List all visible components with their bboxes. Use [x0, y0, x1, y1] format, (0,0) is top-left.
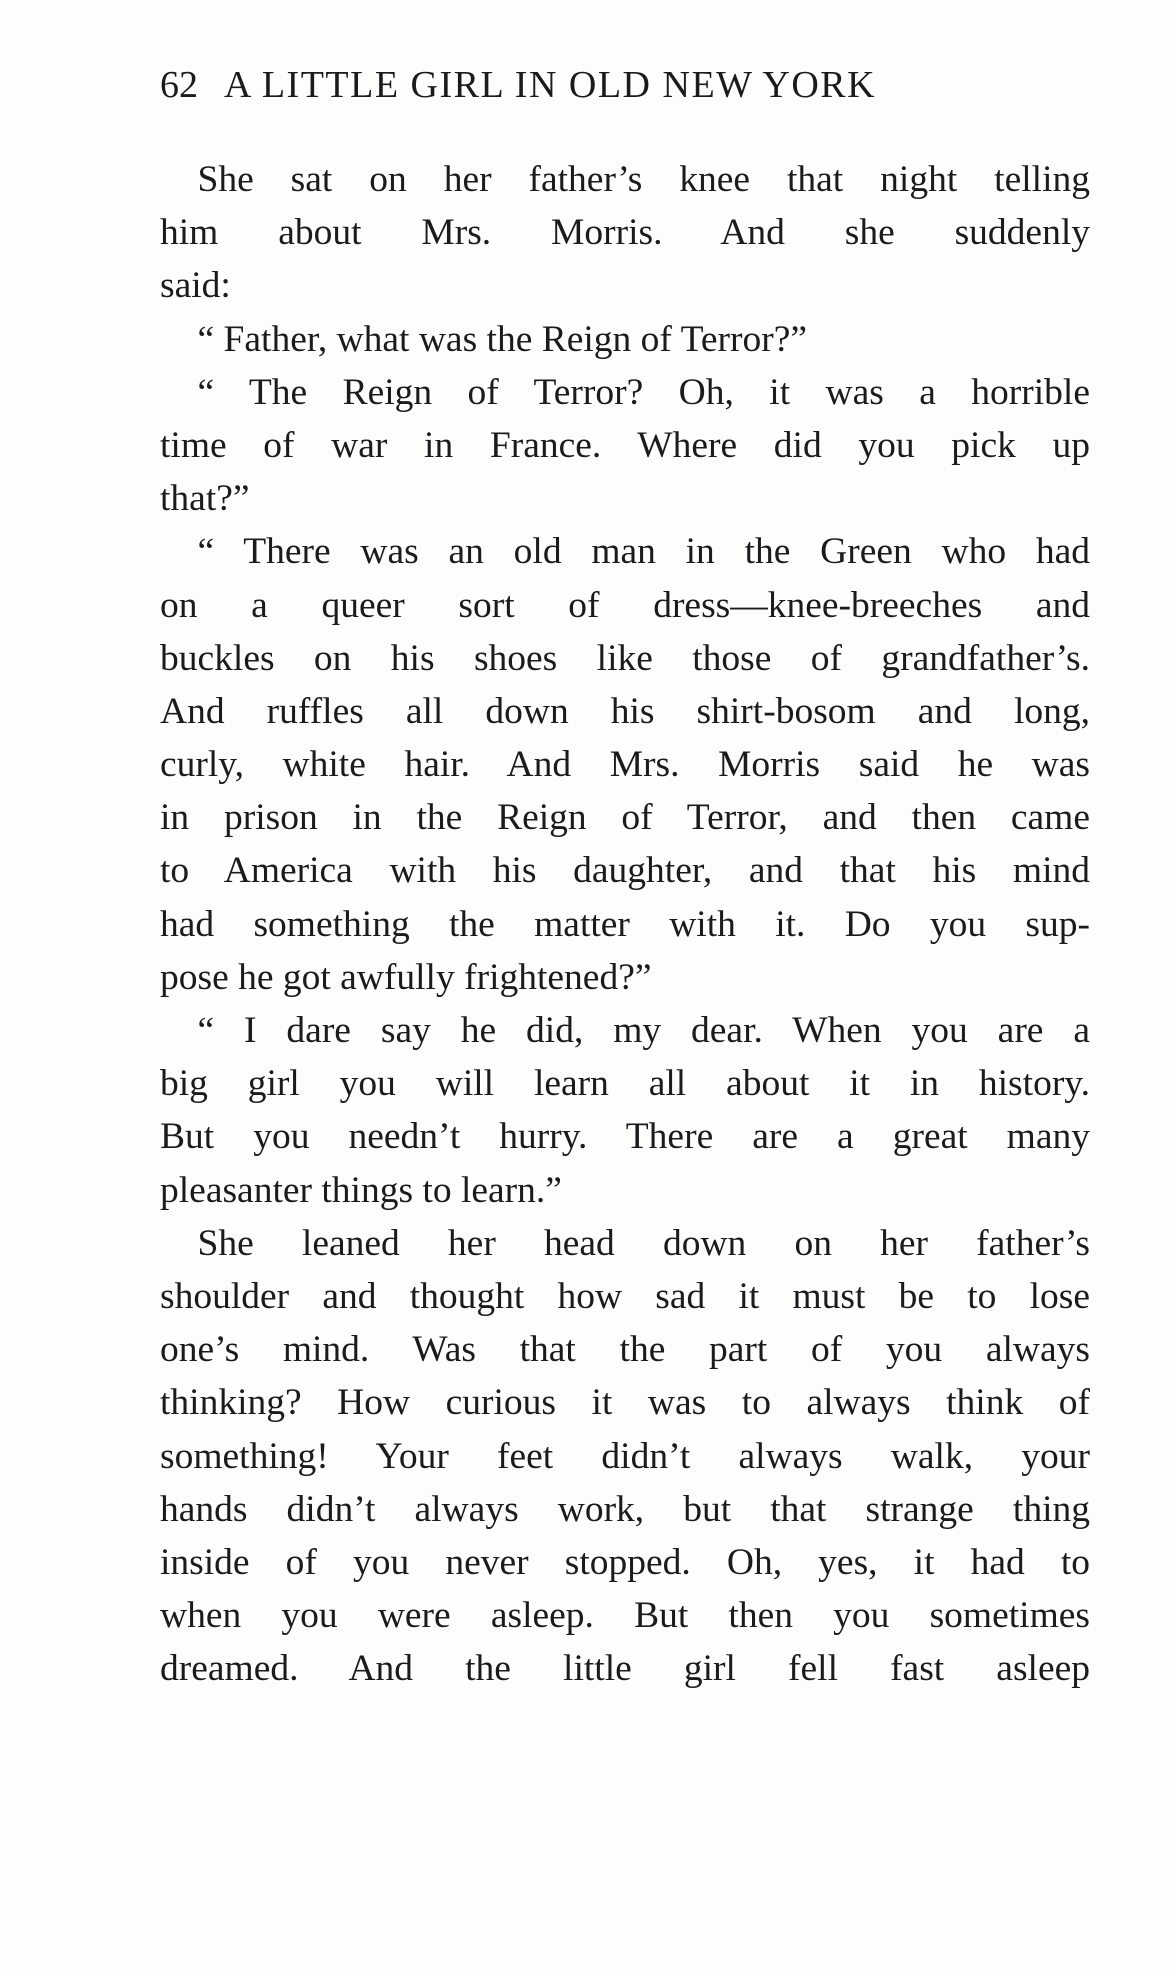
text-line: “ The Reign of Terror? Oh, it was a horrible: [160, 371, 1090, 413]
body-text: [160, 153, 1090, 1695]
text-line: him about Mrs. Morris. And she suddenly: [160, 212, 1090, 254]
running-title: A LITTLE GIRL IN OLD NEW YORK: [224, 64, 877, 106]
text-line: She sat on her father’s knee that night telling: [160, 159, 1090, 200]
text-line: to America with his daughter, and that his mind: [160, 850, 1090, 892]
text-line: “ Father, what was the Reign of Terror?”: [160, 318, 808, 360]
text-line: said:: [160, 265, 231, 307]
text-line: that?”: [160, 478, 250, 520]
running-header: [160, 62, 1040, 108]
text-line: in prison in the Reign of Terror, and then came: [160, 797, 1090, 839]
text-line: one’s mind. Was that the part of you always: [160, 1329, 1090, 1371]
text-line: when you were asleep. But then you sometimes: [160, 1595, 1090, 1637]
text-line: pose he got awfully frightened?”: [160, 956, 652, 998]
text-line: big girl you will learn all about it in history.: [160, 1063, 1090, 1105]
text-line: something! Your feet didn’t always walk, your: [160, 1435, 1090, 1477]
text-line: buckles on his shoes like those of grandfather’s.: [160, 637, 1090, 679]
text-line: “ There was an old man in the Green who had: [160, 531, 1090, 573]
text-line: inside of you never stopped. Oh, yes, it had to: [160, 1541, 1090, 1583]
text-line: shoulder and thought how sad it must be to lose: [160, 1275, 1090, 1317]
text-line: But you needn’t hurry. There are a great many: [160, 1116, 1090, 1158]
text-line: pleasanter things to learn.”: [160, 1169, 562, 1211]
text-line: “ I dare say he did, my dear. When you are a: [160, 1010, 1090, 1051]
text-line: And ruffles all down his shirt-bosom and long,: [160, 690, 1090, 732]
text-line: thinking? How curious it was to always think of: [160, 1382, 1090, 1424]
text-line: She leaned her head down on her father’s: [160, 1222, 1090, 1264]
text-line: time of war in France. Where did you pick up: [160, 424, 1090, 466]
page-number: 62: [160, 64, 198, 106]
text-line: dreamed. And the little girl fell fast asleep: [160, 1648, 1090, 1690]
text-line: on a queer sort of dress—knee-breeches and: [160, 584, 1090, 626]
text-line: hands didn’t always work, but that strange thing: [160, 1488, 1090, 1530]
text-line: had something the matter with it. Do you sup-: [160, 903, 1090, 945]
text-line: curly, white hair. And Mrs. Morris said he was: [160, 744, 1090, 786]
